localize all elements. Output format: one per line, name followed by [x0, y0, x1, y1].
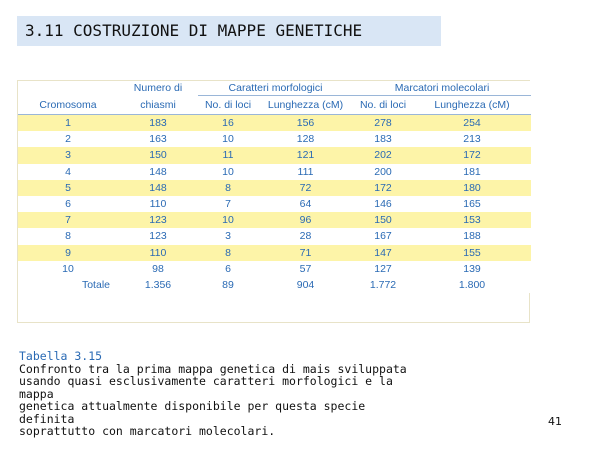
table-row [18, 180, 531, 196]
table-row [18, 261, 531, 277]
table-row [18, 228, 531, 244]
table-cell: 1 [18, 115, 118, 132]
table-cell: 123 [118, 228, 198, 244]
table-cell: 89 [198, 277, 258, 293]
table-cell: 10 [198, 164, 258, 180]
table-cell: 1.800 [413, 277, 531, 293]
table-cell: 8 [198, 180, 258, 196]
table-cell: 5 [18, 180, 118, 196]
header-morph-length: Lunghezza (cM) [258, 96, 353, 115]
table-cell: 156 [258, 115, 353, 132]
table-row [18, 212, 531, 228]
caption-line: usando quasi esclusivamente caratteri morfologici e la mappa [19, 374, 393, 401]
table-cell: 64 [258, 196, 353, 212]
table-cell: 10 [198, 131, 258, 147]
table-cell: 1.772 [353, 277, 413, 293]
table-cell: 202 [353, 147, 413, 163]
table-cell: 16 [198, 115, 258, 132]
table-cell: 6 [18, 196, 118, 212]
table-cell: 165 [413, 196, 531, 212]
caption-line: soprattutto con marcatori molecolari. [19, 424, 276, 438]
table-cell: 28 [258, 228, 353, 244]
table-cell: 150 [118, 147, 198, 163]
table-cell: 150 [353, 212, 413, 228]
header-mol-length: Lunghezza (cM) [413, 96, 531, 115]
table-cell: 200 [353, 164, 413, 180]
table-cell: 183 [353, 131, 413, 147]
table-cell: 96 [258, 212, 353, 228]
table-cell: 172 [353, 180, 413, 196]
table-cell: 146 [353, 196, 413, 212]
table-cell: 7 [18, 212, 118, 228]
table-cell: 148 [118, 180, 198, 196]
table-cell: 10 [198, 212, 258, 228]
table-cell: 278 [353, 115, 413, 132]
header-chiasmata-line1: Numero di [118, 81, 198, 96]
caption-line: Confronto tra la prima mappa genetica di mais sviluppata [19, 361, 407, 376]
table-cell: 147 [353, 245, 413, 261]
table-cell: 904 [258, 277, 353, 293]
section-title: 3.11 COSTRUZIONE DI MAPPE GENETICHE [25, 21, 363, 40]
table-cell: 110 [118, 245, 198, 261]
table-cell: 1.356 [118, 277, 198, 293]
table-cell: 148 [118, 164, 198, 180]
table-cell: 57 [258, 261, 353, 277]
table-cell: 127 [353, 261, 413, 277]
table-cell: 71 [258, 245, 353, 261]
table-cell: 10 [18, 261, 118, 277]
table-cell: 111 [258, 164, 353, 180]
table-cell: 163 [118, 131, 198, 147]
header-morph-loci: No. di loci [198, 96, 258, 115]
page-number: 41 [548, 415, 562, 428]
caption-line: genetica attualmente disponibile per questa specie definita [19, 399, 366, 426]
table-row [18, 245, 531, 261]
table-cell: 172 [413, 147, 531, 163]
table-cell: 6 [198, 261, 258, 277]
table-row [18, 196, 531, 212]
table-cell: 98 [118, 261, 198, 277]
table-cell: 2 [18, 131, 118, 147]
table-cell: 72 [258, 180, 353, 196]
table-cell: 9 [18, 245, 118, 261]
table-cell: 3 [198, 228, 258, 244]
table-row [18, 147, 531, 163]
total-label: Totale [18, 277, 118, 293]
table-cell: 11 [198, 147, 258, 163]
header-empty [18, 81, 118, 96]
table-cell: 7 [198, 196, 258, 212]
table-cell: 4 [18, 164, 118, 180]
table-cell: 121 [258, 147, 353, 163]
table-row [18, 131, 531, 147]
table-cell: 181 [413, 164, 531, 180]
caption-title: Tabella 3.15 [19, 349, 103, 363]
header-chiasmata-line2: chiasmi [118, 96, 198, 115]
header-group-morphological: Caratteri morfologici [198, 81, 353, 96]
data-table-container [17, 80, 530, 323]
header-chromosome: Cromosoma [18, 96, 118, 115]
table-cell: 183 [118, 115, 198, 132]
table-cell: 155 [413, 245, 531, 261]
table-cell: 153 [413, 212, 531, 228]
table-total-row [18, 277, 531, 293]
table-row [18, 164, 531, 180]
table-cell: 254 [413, 115, 531, 132]
table-cell: 3 [18, 147, 118, 163]
table-cell: 8 [18, 228, 118, 244]
chromosome-map-table [18, 81, 531, 293]
table-cell: 110 [118, 196, 198, 212]
table-caption [19, 350, 419, 438]
table-cell: 188 [413, 228, 531, 244]
table-row [18, 115, 531, 132]
table-cell: 180 [413, 180, 531, 196]
table-cell: 128 [258, 131, 353, 147]
table-cell: 167 [353, 228, 413, 244]
section-header [17, 16, 441, 46]
header-mol-loci: No. di loci [353, 96, 413, 115]
table-cell: 123 [118, 212, 198, 228]
table-cell: 139 [413, 261, 531, 277]
header-group-molecular: Marcatori molecolari [353, 81, 531, 96]
table-cell: 213 [413, 131, 531, 147]
table-cell: 8 [198, 245, 258, 261]
